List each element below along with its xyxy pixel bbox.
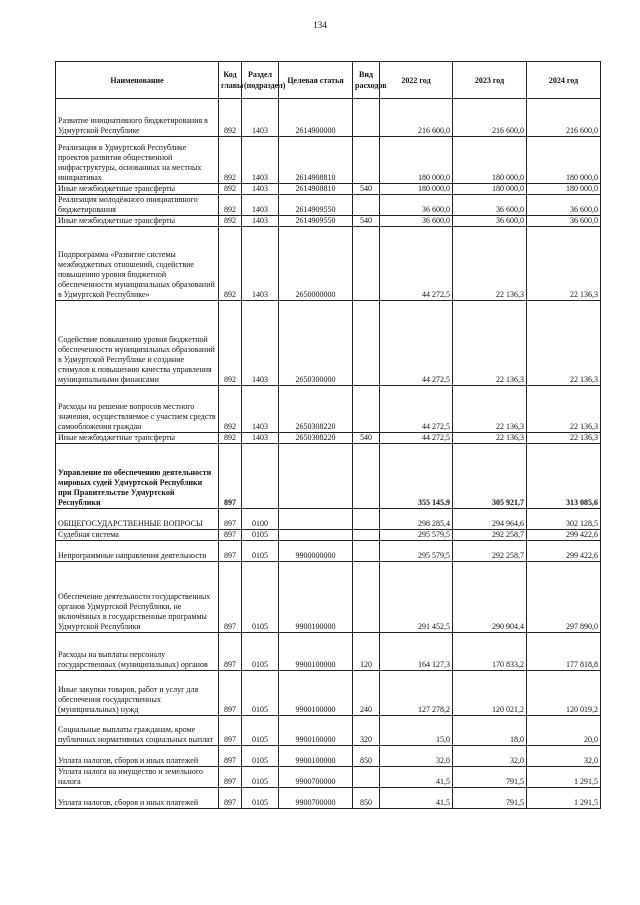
row-value-2024: 180 000,0 [527, 184, 601, 195]
row-name: Иные закупки товаров, работ и услуг для обеспечения государственных (муниципальных) нужд [56, 671, 219, 716]
table-row [56, 671, 601, 716]
row-value-2023: 22 136,3 [453, 301, 527, 386]
row-code: 897 [219, 509, 242, 530]
table-header-row [56, 62, 601, 99]
row-code: 897 [219, 633, 242, 671]
row-value-2023: 180 000,0 [453, 137, 527, 184]
row-section: 0105 [242, 671, 279, 716]
row-section: 0105 [242, 767, 279, 788]
row-value-2023: 32,0 [453, 746, 527, 767]
row-name: Реализация молодёжного инициативного бюджетирования [56, 195, 219, 216]
row-section [242, 444, 279, 509]
row-value-2024: 1 291,5 [527, 788, 601, 809]
table-row [56, 767, 601, 788]
row-value-2022: 36 600,0 [380, 216, 453, 227]
row-name: Уплата налога на имущество и земельного налога [56, 767, 219, 788]
row-name: Социальные выплаты гражданам, кроме публичных нормативных социальных выплат [56, 716, 219, 746]
row-value-2024: 216 600,0 [527, 99, 601, 137]
row-target: 2614908810 [279, 184, 353, 195]
table-row [56, 541, 601, 562]
row-name: ОБЩЕГОСУДАРСТВЕННЫЕ ВОПРОСЫ [56, 509, 219, 530]
row-code: 892 [219, 386, 242, 433]
row-target [279, 530, 353, 541]
row-section: 1403 [242, 195, 279, 216]
table-row [56, 562, 601, 633]
row-value-2023: 290 904,4 [453, 562, 527, 633]
row-value-2024: 299 422,6 [527, 541, 601, 562]
row-value-2023: 292 258,7 [453, 541, 527, 562]
row-expense-type: 240 [353, 671, 380, 716]
row-value-2024: 297 890,0 [527, 562, 601, 633]
row-value-2022: 36 600,0 [380, 195, 453, 216]
row-name: Судебная система [56, 530, 219, 541]
row-code: 892 [219, 137, 242, 184]
row-expense-type: 850 [353, 788, 380, 809]
table-row [56, 444, 601, 509]
row-section: 1403 [242, 433, 279, 444]
row-expense-type: 120 [353, 633, 380, 671]
row-code: 892 [219, 216, 242, 227]
row-name: Иные межбюджетные трансферты [56, 216, 219, 227]
row-target [279, 444, 353, 509]
header-expense-type: Вид расходов [353, 62, 380, 99]
row-expense-type [353, 99, 380, 137]
row-code: 897 [219, 541, 242, 562]
row-code: 897 [219, 562, 242, 633]
row-value-2022: 295 579,5 [380, 530, 453, 541]
table-body [56, 99, 601, 809]
row-code: 892 [219, 184, 242, 195]
header-2022: 2022 год [380, 62, 453, 99]
row-expense-type [353, 195, 380, 216]
row-name: Иные межбюджетные трансферты [56, 433, 219, 444]
row-value-2023: 36 600,0 [453, 216, 527, 227]
row-value-2022: 164 127,3 [380, 633, 453, 671]
row-section: 1403 [242, 301, 279, 386]
row-target: 2650300000 [279, 301, 353, 386]
row-expense-type [353, 541, 380, 562]
row-code: 897 [219, 788, 242, 809]
row-name: Подпрограмма «Развитие системы межбюджетных отношений, содействие повышению уровня бюджетной обеспеченности муниципальных образований в Удмуртской Республике» [56, 227, 219, 301]
row-section: 1403 [242, 184, 279, 195]
row-name: Уплата налогов, сборов и иных платежей [56, 788, 219, 809]
row-name: Управление по обеспечению деятельности мировых судей Удмуртской Республики при Правительстве Удмуртской Республики [56, 444, 219, 509]
table-row [56, 530, 601, 541]
row-value-2023: 22 136,3 [453, 433, 527, 444]
row-code: 892 [219, 227, 242, 301]
budget-table [55, 61, 601, 809]
row-expense-type: 540 [353, 216, 380, 227]
row-value-2022: 15,0 [380, 716, 453, 746]
row-value-2022: 127 278,2 [380, 671, 453, 716]
row-value-2023: 791,5 [453, 788, 527, 809]
row-value-2024: 20,0 [527, 716, 601, 746]
row-target: 9900100000 [279, 671, 353, 716]
row-section: 1403 [242, 99, 279, 137]
row-section: 0100 [242, 509, 279, 530]
row-value-2024: 36 600,0 [527, 195, 601, 216]
row-value-2023: 36 600,0 [453, 195, 527, 216]
row-code: 897 [219, 444, 242, 509]
header-2023: 2023 год [453, 62, 527, 99]
row-value-2022: 44 272,5 [380, 433, 453, 444]
row-value-2022: 32,0 [380, 746, 453, 767]
row-expense-type: 850 [353, 746, 380, 767]
row-name: Обеспечение деятельности государственных органов Удмуртской Республики, не включённых в государственные программы Удмуртской Республики [56, 562, 219, 633]
table-row [56, 227, 601, 301]
row-target: 9900100000 [279, 716, 353, 746]
header-section: Раздел (подраздел) [242, 62, 279, 99]
row-value-2022: 44 272,5 [380, 227, 453, 301]
row-value-2023: 791,5 [453, 767, 527, 788]
row-value-2023: 170 833,2 [453, 633, 527, 671]
row-value-2022: 298 285,4 [380, 509, 453, 530]
row-target: 9900100000 [279, 746, 353, 767]
row-expense-type [353, 444, 380, 509]
table-row [56, 184, 601, 195]
row-value-2024: 22 136,3 [527, 301, 601, 386]
row-expense-type [353, 562, 380, 633]
row-section: 0105 [242, 541, 279, 562]
row-target [279, 509, 353, 530]
row-value-2023: 18,0 [453, 716, 527, 746]
row-code: 892 [219, 195, 242, 216]
row-value-2022: 44 272,5 [380, 301, 453, 386]
row-value-2024: 177 818,8 [527, 633, 601, 671]
row-value-2022: 295 579,5 [380, 541, 453, 562]
row-code: 897 [219, 746, 242, 767]
row-code: 897 [219, 716, 242, 746]
row-expense-type [353, 301, 380, 386]
row-section: 0105 [242, 788, 279, 809]
row-expense-type [353, 509, 380, 530]
row-value-2024: 180 000,0 [527, 137, 601, 184]
row-expense-type: 320 [353, 716, 380, 746]
row-value-2024: 313 085,6 [527, 444, 601, 509]
row-value-2024: 1 291,5 [527, 767, 601, 788]
row-code: 892 [219, 99, 242, 137]
row-value-2022: 180 000,0 [380, 137, 453, 184]
table-row [56, 137, 601, 184]
row-code: 897 [219, 671, 242, 716]
row-value-2022: 180 000,0 [380, 184, 453, 195]
row-value-2024: 22 136,3 [527, 227, 601, 301]
row-section: 0105 [242, 716, 279, 746]
row-name: Содействие повышению уровня бюджетной обеспеченности муниципальных образований в Удмуртской Республике и создание стимулов к повышению качества управления муниципальными финансами [56, 301, 219, 386]
row-name: Непрограммные направления деятельности [56, 541, 219, 562]
row-section: 1403 [242, 227, 279, 301]
row-name: Развитие инициативного бюджетирования в Удмуртской Республике [56, 99, 219, 137]
row-code: 892 [219, 301, 242, 386]
row-target: 2650308220 [279, 433, 353, 444]
row-section: 0105 [242, 530, 279, 541]
table-row [56, 301, 601, 386]
row-value-2023: 216 600,0 [453, 99, 527, 137]
page-number: 134 [313, 20, 327, 30]
row-code: 897 [219, 767, 242, 788]
row-value-2024: 32,0 [527, 746, 601, 767]
row-section: 1403 [242, 386, 279, 433]
table-row [56, 746, 601, 767]
table-row [56, 99, 601, 137]
row-value-2024: 120 019,2 [527, 671, 601, 716]
row-value-2022: 355 145,9 [380, 444, 453, 509]
row-value-2023: 180 000,0 [453, 184, 527, 195]
header-target: Целевая статья [279, 62, 353, 99]
row-value-2023: 22 136,3 [453, 227, 527, 301]
row-target: 2650000000 [279, 227, 353, 301]
row-code: 897 [219, 530, 242, 541]
table-row [56, 509, 601, 530]
row-expense-type: 540 [353, 433, 380, 444]
row-target: 9900700000 [279, 788, 353, 809]
row-value-2023: 22 136,3 [453, 386, 527, 433]
table-row [56, 216, 601, 227]
row-value-2024: 36 600,0 [527, 216, 601, 227]
row-section: 0105 [242, 633, 279, 671]
row-section: 0105 [242, 562, 279, 633]
row-expense-type [353, 530, 380, 541]
table-row [56, 788, 601, 809]
row-value-2024: 22 136,3 [527, 386, 601, 433]
row-value-2023: 305 921,7 [453, 444, 527, 509]
row-expense-type: 540 [353, 184, 380, 195]
row-target: 2650308220 [279, 386, 353, 433]
row-value-2022: 44 272,5 [380, 386, 453, 433]
row-value-2022: 41,5 [380, 788, 453, 809]
row-section: 1403 [242, 216, 279, 227]
row-target: 9900000000 [279, 541, 353, 562]
header-2024: 2024 год [527, 62, 601, 99]
header-name: Наименование [56, 62, 219, 99]
table-row [56, 386, 601, 433]
table-row [56, 633, 601, 671]
row-value-2022: 291 452,5 [380, 562, 453, 633]
row-value-2024: 302 128,5 [527, 509, 601, 530]
row-name: Иные межбюджетные трансферты [56, 184, 219, 195]
row-target: 9900100000 [279, 562, 353, 633]
row-value-2024: 299 422,6 [527, 530, 601, 541]
row-name: Реализация в Удмуртской Республике проектов развития общественной инфраструктуры, основанных на местных инициативах [56, 137, 219, 184]
row-name: Уплата налогов, сборов и иных платежей [56, 746, 219, 767]
row-value-2022: 216 600,0 [380, 99, 453, 137]
row-section: 0105 [242, 746, 279, 767]
row-section: 1403 [242, 137, 279, 184]
row-value-2023: 292 258,7 [453, 530, 527, 541]
table-row [56, 195, 601, 216]
row-expense-type [353, 137, 380, 184]
row-code: 892 [219, 433, 242, 444]
row-expense-type [353, 227, 380, 301]
row-name: Расходы на решение вопросов местного значения, осуществляемое с участием средств самообложения граждан [56, 386, 219, 433]
row-target: 2614900000 [279, 99, 353, 137]
row-value-2023: 120 021,2 [453, 671, 527, 716]
row-value-2022: 41,5 [380, 767, 453, 788]
row-target: 9900100000 [279, 633, 353, 671]
table-row [56, 716, 601, 746]
row-value-2024: 22 136,3 [527, 433, 601, 444]
row-expense-type [353, 767, 380, 788]
row-expense-type [353, 386, 380, 433]
header-code: Код главы [219, 62, 242, 99]
row-target: 2614909550 [279, 216, 353, 227]
table-row [56, 433, 601, 444]
row-value-2023: 294 964,6 [453, 509, 527, 530]
row-name: Расходы на выплаты персоналу государственных (муниципальных) органов [56, 633, 219, 671]
row-target: 9900700000 [279, 767, 353, 788]
row-target: 2614909550 [279, 195, 353, 216]
row-target: 2614908810 [279, 137, 353, 184]
